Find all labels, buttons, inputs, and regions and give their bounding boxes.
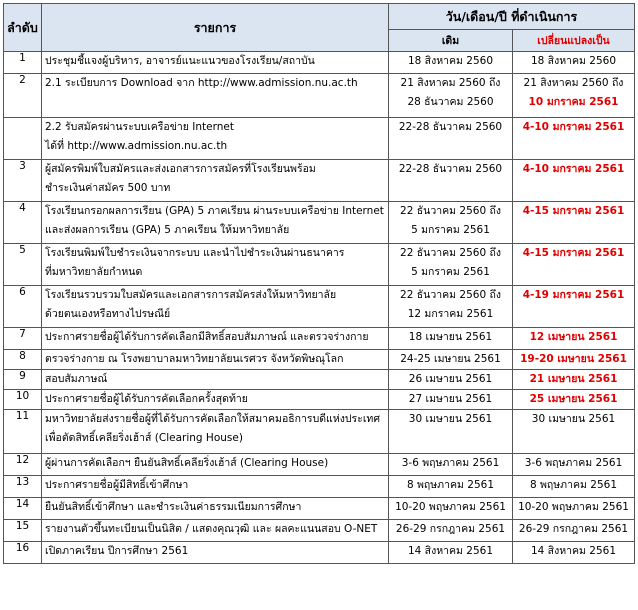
row-changed-date <box>513 370 635 390</box>
original-line: 12 มกราคม 2561 <box>407 308 494 320</box>
row-changed-date <box>513 160 635 202</box>
item-line: ที่มหาวิทยาลัยกำหนด <box>45 266 143 278</box>
row-item <box>42 286 389 328</box>
row-item <box>42 520 389 542</box>
table-row <box>4 350 635 370</box>
item-line: ยืนยันสิทธิ์เข้าศึกษา และชำระเงินค่าธรรมเนียมการศึกษา <box>45 501 302 513</box>
row-original-date <box>389 410 513 454</box>
row-number: 2 <box>4 74 42 118</box>
original-line: 26 เมษายน 2561 <box>408 373 493 385</box>
changed-line: 4-15 มกราคม 2561 <box>522 247 625 259</box>
table-row <box>4 542 635 564</box>
changed-line: 26-29 กรกฎาคม 2561 <box>518 523 629 535</box>
item-line: ด้วยตนเองหรือทางไปรษณีย์ <box>45 308 171 320</box>
table-row <box>4 244 635 286</box>
changed-line: 21 เมษายน 2561 <box>529 373 618 385</box>
item-line: ประกาศรายชื่อผู้ได้รับการคัดเลือกมีสิทธิ์สอบสัมภาษณ์ และตรวจร่างกาย <box>45 331 369 343</box>
changed-line: 10 มกราคม 2561 <box>528 96 619 108</box>
changed-line: 3-6 พฤษภาคม 2561 <box>524 457 623 469</box>
row-original-date <box>389 160 513 202</box>
row-item <box>42 244 389 286</box>
changed-line: 4-19 มกราคม 2561 <box>522 289 625 301</box>
item-line: โรงเรียนพิมพ์ใบชำระเงินจากระบบ และนำไปชำระเงินผ่านธนาคาร <box>45 247 345 259</box>
row-original-date <box>389 118 513 160</box>
changed-line: 25 เมษายน 2561 <box>529 393 618 405</box>
row-changed-date <box>513 52 635 74</box>
original-line: 5 มกราคม 2561 <box>411 224 490 236</box>
original-line: 22-28 ธันวาคม 2560 <box>398 163 503 175</box>
row-original-date <box>389 520 513 542</box>
row-original-date <box>389 286 513 328</box>
row-changed-date <box>513 542 635 564</box>
row-changed-date <box>513 520 635 542</box>
row-changed-date <box>513 328 635 350</box>
changed-line: 14 สิงหาคม 2561 <box>530 545 617 557</box>
row-original-date <box>389 390 513 410</box>
row-changed-date <box>513 74 635 118</box>
row-original-date <box>389 370 513 390</box>
row-item <box>42 350 389 370</box>
row-original-date <box>389 328 513 350</box>
row-changed-date <box>513 498 635 520</box>
row-number: 15 <box>4 520 42 542</box>
row-changed-date <box>513 410 635 454</box>
row-changed-date <box>513 244 635 286</box>
row-number <box>4 118 42 160</box>
original-line: 18 เมษายน 2561 <box>408 331 493 343</box>
row-item <box>42 390 389 410</box>
item-line: ประกาศรายชื่อผู้ได้รับการคัดเลือกครั้งสุดท้าย <box>45 393 248 405</box>
header-item: รายการ <box>42 4 389 52</box>
item-line: ชำระเงินค่าสมัคร 500 บาท <box>45 182 171 194</box>
row-number: 6 <box>4 286 42 328</box>
changed-line: 4-10 มกราคม 2561 <box>522 121 625 133</box>
row-number: 9 <box>4 370 42 390</box>
row-number: 4 <box>4 202 42 244</box>
original-line: 30 เมษายน 2561 <box>408 413 493 425</box>
original-line: 8 พฤษภาคม 2561 <box>406 479 495 491</box>
original-line: 28 ธันวาคม 2560 <box>407 96 494 108</box>
row-item <box>42 370 389 390</box>
row-original-date <box>389 498 513 520</box>
table-row <box>4 410 635 454</box>
header-changed-date: เปลี่ยนแปลงเป็น <box>513 30 635 52</box>
row-item <box>42 118 389 160</box>
row-changed-date <box>513 476 635 498</box>
row-number: 12 <box>4 454 42 476</box>
item-line: โรงเรียนกรอกผลการเรียน (GPA) 5 ภาคเรียน ผ่านระบบเครือข่าย Internet <box>45 205 384 217</box>
row-number: 5 <box>4 244 42 286</box>
changed-line: 30 เมษายน 2561 <box>531 413 616 425</box>
row-original-date <box>389 202 513 244</box>
row-item <box>42 476 389 498</box>
original-line: 3-6 พฤษภาคม 2561 <box>401 457 500 469</box>
row-original-date <box>389 350 513 370</box>
changed-line: 19-20 เมษายน 2561 <box>520 353 627 365</box>
row-original-date <box>389 74 513 118</box>
row-original-date <box>389 454 513 476</box>
item-line: ผู้ผ่านการคัดเลือกฯ ยืนยันสิทธิ์เคลียริ่งเฮ้าส์ (Clearing House) <box>45 457 329 469</box>
table-row <box>4 520 635 542</box>
original-line: 26-29 กรกฎาคม 2561 <box>395 523 506 535</box>
original-line: 21 สิงหาคม 2560 ถึง <box>400 77 501 89</box>
table-row <box>4 160 635 202</box>
original-line: 5 มกราคม 2561 <box>411 266 490 278</box>
row-changed-date <box>513 202 635 244</box>
table-row <box>4 454 635 476</box>
row-changed-date <box>513 390 635 410</box>
row-number: 16 <box>4 542 42 564</box>
original-line: 22 ธันวาคม 2560 ถึง <box>400 205 501 217</box>
table-row <box>4 52 635 74</box>
changed-line: 8 พฤษภาคม 2561 <box>529 479 618 491</box>
original-line: 14 สิงหาคม 2561 <box>407 545 494 557</box>
table-row <box>4 390 635 410</box>
row-item <box>42 328 389 350</box>
row-item <box>42 410 389 454</box>
item-line: โรงเรียนรวบรวมใบสมัครและเอกสารการสมัครส่งให้มหาวิทยาลัย <box>45 289 337 301</box>
changed-line: 18 สิงหาคม 2560 <box>530 55 617 67</box>
item-line: ได้ที่ http://www.admission.nu.ac.th <box>45 140 228 152</box>
row-original-date <box>389 52 513 74</box>
table-row <box>4 74 635 118</box>
item-line: ผู้สมัครพิมพ์ใบสมัครและส่งเอกสารการสมัครที่โรงเรียนพร้อม <box>45 163 316 175</box>
item-line: เพื่อตัดสิทธิ์เคลียริ่งเฮ้าส์ (Clearing House) <box>45 432 243 444</box>
row-original-date <box>389 476 513 498</box>
original-line: 22 ธันวาคม 2560 ถึง <box>400 247 501 259</box>
item-line: รายงานตัวขึ้นทะเบียนเป็นนิสิต / แสดงคุณวุฒิ และ ผลคะแนนสอบ O-NET <box>45 523 378 535</box>
original-line: 27 เมษายน 2561 <box>408 393 493 405</box>
row-changed-date <box>513 454 635 476</box>
original-line: 24-25 เมษายน 2561 <box>400 353 501 365</box>
original-line: 22 ธันวาคม 2560 ถึง <box>400 289 501 301</box>
row-number: 3 <box>4 160 42 202</box>
row-number: 13 <box>4 476 42 498</box>
row-number: 14 <box>4 498 42 520</box>
item-line: 2.2 รับสมัครผ่านระบบเครือข่าย Internet <box>45 121 234 133</box>
item-line: และส่งผลการเรียน (GPA) 5 ภาคเรียน ให้มหาวิทยาลัย <box>45 224 290 236</box>
item-line: มหาวิทยาลัยส่งรายชื่อผู้ที่ได้รับการคัดเลือกให้สมาคมอธิการบดีแห่งประเทศ <box>45 413 380 425</box>
row-item <box>42 74 389 118</box>
row-item <box>42 52 389 74</box>
header-original-date: เดิม <box>389 30 513 52</box>
table-row <box>4 202 635 244</box>
changed-line: 12 เมษายน 2561 <box>529 331 618 343</box>
row-item <box>42 454 389 476</box>
table-row <box>4 286 635 328</box>
row-original-date <box>389 542 513 564</box>
row-item <box>42 498 389 520</box>
row-number: 10 <box>4 390 42 410</box>
item-line: ประชุมชี้แจงผู้บริหาร, อาจารย์แนะแนวของโรงเรียน/สถาบัน <box>45 55 315 67</box>
row-original-date <box>389 244 513 286</box>
header-number: ลำดับ <box>4 4 42 52</box>
row-number: 8 <box>4 350 42 370</box>
item-line: 2.1 ระเบียบการ Download จาก http://www.admission.nu.ac.th <box>45 77 358 89</box>
item-line: ตรวจร่างกาย ณ โรงพยาบาลมหาวิทยาลัยนเรศวร จังหวัดพิษณุโลก <box>45 353 344 365</box>
original-line: 18 สิงหาคม 2560 <box>407 55 494 67</box>
table-row <box>4 498 635 520</box>
row-changed-date <box>513 350 635 370</box>
row-number: 7 <box>4 328 42 350</box>
table-row <box>4 476 635 498</box>
changed-line: 4-15 มกราคม 2561 <box>522 205 625 217</box>
table-row <box>4 370 635 390</box>
row-item <box>42 160 389 202</box>
row-changed-date <box>513 118 635 160</box>
table-row <box>4 328 635 350</box>
item-line: ประกาศรายชื่อผู้มีสิทธิ์เข้าศึกษา <box>45 479 189 491</box>
schedule-rows <box>4 52 635 564</box>
row-number: 1 <box>4 52 42 74</box>
row-item <box>42 542 389 564</box>
changed-line: 21 สิงหาคม 2560 ถึง <box>523 77 624 89</box>
row-number: 11 <box>4 410 42 454</box>
original-line: 22-28 ธันวาคม 2560 <box>398 121 503 133</box>
table-row <box>4 118 635 160</box>
changed-line: 4-10 มกราคม 2561 <box>522 163 625 175</box>
changed-line: 10-20 พฤษภาคม 2561 <box>518 501 629 513</box>
schedule-table <box>3 3 635 564</box>
row-changed-date <box>513 286 635 328</box>
header-date-group: วัน/เดือน/ปี ที่ดำเนินการ <box>389 4 635 30</box>
row-item <box>42 202 389 244</box>
original-line: 10-20 พฤษภาคม 2561 <box>395 501 506 513</box>
item-line: สอบสัมภาษณ์ <box>45 373 108 385</box>
item-line: เปิดภาคเรียน ปีการศึกษา 2561 <box>45 545 189 557</box>
